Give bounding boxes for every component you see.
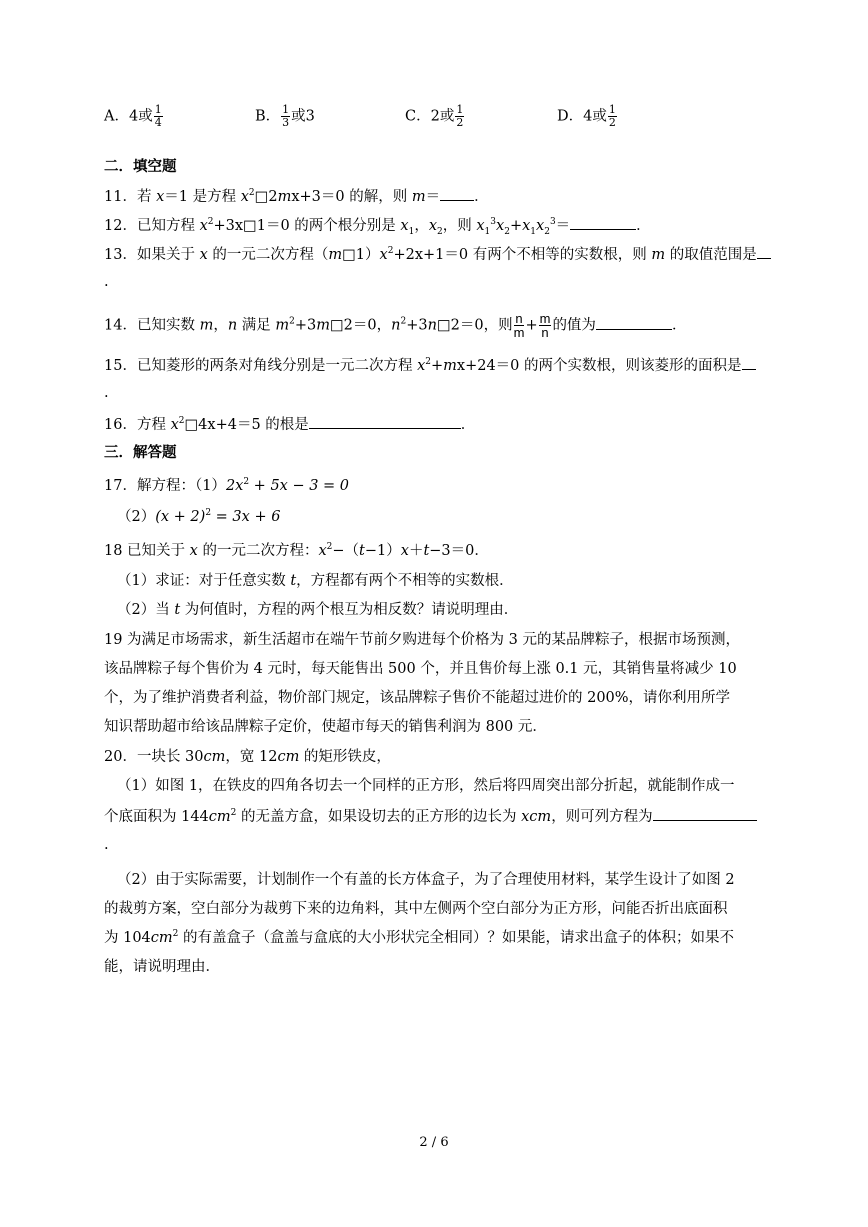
answer-blank <box>570 215 636 230</box>
question-20-part1-line1: （1）如图 1，在铁皮的四角各切去一个同样的正方形，然后将四周突出部分折起，就能制作成一 <box>117 778 735 794</box>
section-title-fill-in: 二．填空题 <box>104 158 177 175</box>
question-16: 16．方程 $x^2□4x+4=5$ 的根是 ． <box>104 414 475 435</box>
fraction: $\frac{1}{4}$ <box>154 103 162 129</box>
option-a: A．4或 $\frac{1}{4}$ <box>104 103 162 129</box>
answer-blank <box>440 186 474 201</box>
answer-blank <box>596 315 672 330</box>
question-14: 14．已知实数 m，n 满足 $m^2+3m□2=0$，$n^2+3n□2=0$，则 $\frac{n}{m}$ + $\frac{m}{n}$ 的值为 ． <box>104 311 687 340</box>
fraction: $\frac{1}{2}$ <box>608 103 616 129</box>
answer-blank <box>757 244 771 259</box>
question-19-line3: 个，为了维护消费者利益，物价部门规定，该品牌粽子售价不能超过进价的 200%，请你利用所学 <box>104 690 731 706</box>
question-15: 15．已知菱形的两条对角线分别是一元二次方程 $x^2+mx+24=0$ 的两个实数根，则该菱形的面积是 <box>104 355 756 376</box>
question-19-line1: 19 为满足市场需求，新生活超市在端午节前夕购进每个价格为 3 元的某品牌粽子，根据市场预测， <box>104 632 740 648</box>
question-20-part2-line3: 为 $104cm^2$ 的有盖盒子（盒盖与盒底的大小形状完全相同）？如果能，请求出盒子的体积；如果不 <box>104 929 735 946</box>
option-c: C．2或 $\frac{1}{2}$ <box>405 103 464 129</box>
fraction: $\frac{n}{m}$ <box>513 311 525 340</box>
section-title-solve: 三．解答题 <box>104 444 177 461</box>
question-12: 12．已知方程 $x^2+3x□1=0$ 的两个根分别是 $x_1$，$x_2$，则 $x_1^3x_2+x_1x_2^3=$ ． <box>104 215 651 236</box>
question-20: 20．一块长 30cm，宽 12cm 的矩形铁皮， <box>104 749 391 765</box>
question-13-cont: . <box>104 274 109 290</box>
question-20-part2-line4: 能，请说明理由． <box>104 959 220 975</box>
question-20-part1-line2: 个底面积为 $144cm^2$ 的无盖方盒，如果设切去的正方形的边长为 xcm，则可列方程为 <box>104 806 757 827</box>
fraction: $\frac{1}{2}$ <box>456 103 464 129</box>
page-number: 2 / 6 <box>419 1135 449 1150</box>
question-11: 11．若 x＝1 是方程 $x^2□2mx+3=0$ 的解，则 m＝ ． <box>104 186 489 207</box>
option-d: D．4或 $\frac{1}{2}$ <box>557 103 616 129</box>
question-18-part1: （1）求证：对于任意实数 t，方程都有两个不相等的实数根． <box>117 573 514 589</box>
answer-blank <box>309 414 461 429</box>
question-20-part2-line2: 的裁剪方案，空白部分为裁剪下来的边角料，其中左侧两个空白部分为正方形，问能否折出底面积 <box>104 901 728 917</box>
question-17-part2: $(2)(x + 2)^2 = 3x + 6$ <box>117 508 281 525</box>
question-18: 18 已知关于 x 的一元二次方程：$x^2-(t-1)x+t-3=0$． <box>104 542 489 559</box>
question-20-part2-line1: （2）由于实际需要，计划制作一个有盖的长方体盒子，为了合理使用材料，某学生设计了如图 2 <box>117 872 735 888</box>
answer-blank <box>653 806 757 821</box>
fraction: $\frac{m}{n}$ <box>539 311 551 340</box>
question-13: 13．如果关于 x 的一元二次方程$(m□1)x^2+2x+1=0$ 有两个不相等的实数根，则 m 的取值范围是 <box>104 244 771 265</box>
question-19-line2: 该品牌粽子每个售价为 4 元时，每天能售出 500 个，并且售价每上涨 0.1 元，其销售量将减少 10 <box>104 661 737 677</box>
question-17: 17．解方程：$(1)2x^2 + 5x - 3 = 0$ <box>104 477 350 494</box>
question-20-part1-cont: . <box>104 837 109 853</box>
question-15-cont: . <box>104 385 109 401</box>
fraction: $\frac{1}{3}$ <box>282 103 290 129</box>
answer-blank <box>742 355 756 370</box>
option-b: B． $\frac{1}{3}$ 或3 <box>255 103 315 129</box>
question-19-line4: 知识帮助超市给该品牌粽子定价，使超市每天的销售利润为 800 元． <box>104 719 547 735</box>
question-18-part2: （2）当 t 为何值时，方程的两个根互为相反数？请说明理由． <box>117 602 519 618</box>
